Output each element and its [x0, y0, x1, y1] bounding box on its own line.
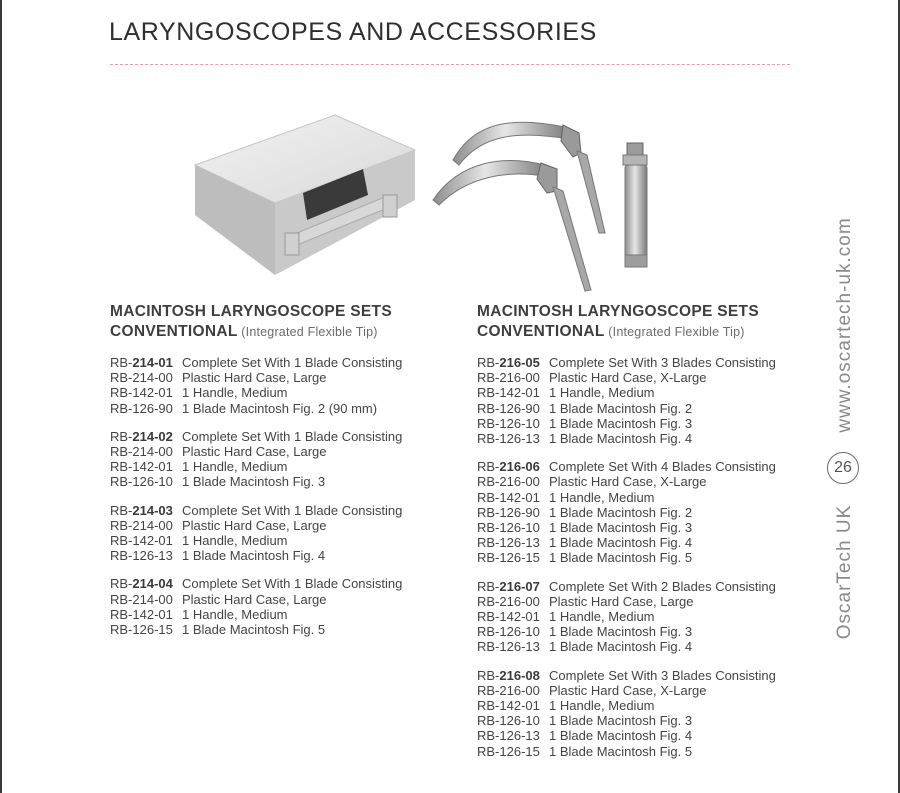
product-code: [110, 385, 182, 400]
product-code: [477, 744, 549, 759]
product-code: [477, 550, 549, 565]
section-heading: [477, 302, 837, 342]
code-prefix: RB-214-00: [110, 591, 173, 607]
product-description: 1 Blade Macintosh Fig. 2: [549, 400, 693, 416]
code-prefix: RB-126-90: [477, 400, 540, 416]
title-divider: [110, 64, 790, 65]
page-title: LARYNGOSCOPES AND ACCESSORIES: [109, 18, 597, 46]
code-prefix: RB-126-15: [477, 743, 540, 759]
code-prefix: RB-126-10: [477, 624, 540, 640]
code-prefix: RB-126-10: [477, 520, 540, 536]
set-item-row: [110, 533, 470, 548]
product-description: Complete Set With 3 Blades Consisting: [549, 355, 776, 370]
product-code: [477, 728, 549, 743]
right-column: [477, 302, 837, 772]
product-description: Plastic Hard Case, Large: [182, 444, 327, 460]
code-number: 214-04: [132, 576, 173, 592]
product-description: Plastic Hard Case, X-Large: [549, 474, 707, 490]
product-code: [477, 520, 549, 535]
product-description: 1 Handle, Medium: [549, 489, 655, 505]
product-code: [110, 401, 182, 416]
product-code: [110, 444, 182, 459]
heading-subtitle: (Integrated Flexible Tip): [237, 325, 378, 339]
heading-subtitle: (Integrated Flexible Tip): [604, 325, 745, 339]
product-code: [110, 592, 182, 607]
product-code: [477, 668, 549, 683]
heading-conventional: CONVENTIONAL: [110, 323, 238, 340]
set-item-row: [477, 744, 837, 759]
code-prefix: RB-214-00: [110, 444, 173, 460]
set-title-row: [110, 576, 470, 591]
brand-name: OscarTech UK: [834, 504, 855, 640]
code-prefix: RB-142-01: [477, 609, 540, 625]
set-title-row: [477, 579, 837, 594]
product-code: [477, 431, 549, 446]
set-item-row: [477, 713, 837, 728]
page-number: 26: [827, 452, 859, 484]
product-code: [110, 576, 182, 591]
code-prefix: RB-142-01: [477, 385, 540, 401]
product-description: Plastic Hard Case, Large: [182, 517, 327, 533]
product-description: Complete Set With 1 Blade Consisting: [182, 576, 403, 592]
set-item-row: [477, 370, 837, 385]
product-description: 1 Handle, Medium: [182, 606, 288, 622]
set-item-row: [110, 474, 470, 489]
code-prefix: RB-: [110, 428, 133, 444]
heading-conventional: CONVENTIONAL: [477, 323, 605, 340]
product-description: 1 Blade Macintosh Fig. 5: [549, 743, 693, 759]
code-prefix: RB-126-13: [477, 728, 540, 744]
code-prefix: RB-214-00: [110, 517, 173, 533]
set-item-row: [477, 728, 837, 743]
website-url: www.oscartech-uk.com: [834, 217, 855, 433]
product-description: Complete Set With 4 Blades Consisting: [549, 459, 776, 475]
set-item-row: [477, 505, 837, 520]
set-item-row: [110, 385, 470, 400]
product-description: 1 Blade Macintosh Fig. 5: [549, 550, 693, 566]
set-item-row: [477, 550, 837, 565]
product-code: [477, 385, 549, 400]
code-prefix: RB-126-10: [110, 474, 173, 490]
code-prefix: RB-142-01: [477, 489, 540, 505]
product-sets: [110, 355, 470, 637]
product-set: [477, 579, 837, 655]
code-prefix: RB-: [477, 355, 500, 370]
set-title-row: [477, 668, 837, 683]
product-description: 1 Blade Macintosh Fig. 2 (90 mm): [182, 400, 378, 416]
product-description: Complete Set With 1 Blade Consisting: [182, 428, 403, 444]
set-item-row: [477, 639, 837, 654]
product-set: [110, 429, 470, 490]
product-description: 1 Blade Macintosh Fig. 2: [549, 504, 693, 520]
set-item-row: [477, 474, 837, 489]
product-set: [477, 355, 837, 446]
code-prefix: RB-142-01: [477, 698, 540, 714]
code-number: 216-05: [499, 355, 540, 370]
product-code: [110, 459, 182, 474]
product-description: 1 Blade Macintosh Fig. 3: [182, 474, 326, 490]
product-code: [110, 607, 182, 622]
set-item-row: [477, 401, 837, 416]
set-title-row: [110, 355, 470, 370]
code-prefix: RB-: [110, 355, 133, 370]
code-prefix: RB-: [477, 459, 500, 475]
product-code: [110, 370, 182, 385]
product-description: 1 Blade Macintosh Fig. 4: [182, 548, 326, 564]
product-description: 1 Handle, Medium: [549, 698, 655, 714]
code-prefix: RB-216-00: [477, 370, 540, 386]
code-prefix: RB-126-13: [110, 548, 173, 564]
product-description: 1 Handle, Medium: [549, 385, 655, 401]
left-column: [110, 302, 470, 650]
code-prefix: RB-: [477, 578, 500, 594]
code-prefix: RB-126-15: [110, 622, 173, 638]
product-description: Plastic Hard Case, Large: [182, 370, 327, 386]
code-number: 216-06: [499, 459, 540, 475]
heading-line-2: [477, 322, 837, 342]
code-prefix: RB-126-13: [477, 535, 540, 551]
section-heading: [110, 302, 470, 342]
product-description: 1 Handle, Medium: [549, 609, 655, 625]
product-description: Complete Set With 1 Blade Consisting: [182, 502, 403, 518]
product-set: [110, 576, 470, 637]
code-prefix: RB-126-15: [477, 550, 540, 566]
product-code: [477, 459, 549, 474]
product-code: [477, 594, 549, 609]
laryngoscope-handle-icon: [623, 143, 647, 267]
set-item-row: [477, 416, 837, 431]
code-prefix: RB-126-10: [477, 415, 540, 431]
code-prefix: RB-126-13: [477, 639, 540, 655]
product-description: 1 Blade Macintosh Fig. 3: [549, 520, 693, 536]
product-code: [110, 429, 182, 444]
code-prefix: RB-216-00: [477, 593, 540, 609]
set-item-row: [110, 370, 470, 385]
code-prefix: RB-126-13: [477, 431, 540, 447]
code-prefix: RB-142-01: [110, 606, 173, 622]
product-description: 1 Blade Macintosh Fig. 5: [182, 622, 326, 638]
set-item-row: [477, 535, 837, 550]
code-prefix: RB-142-01: [110, 385, 173, 401]
product-description: 1 Blade Macintosh Fig. 3: [549, 624, 693, 640]
set-title-row: [477, 459, 837, 474]
product-description: Plastic Hard Case, X-Large: [549, 682, 707, 698]
product-description: 1 Handle, Medium: [182, 459, 288, 475]
product-description: 1 Blade Macintosh Fig. 4: [549, 431, 693, 447]
page-border-left: [0, 0, 2, 793]
product-code: [110, 474, 182, 489]
set-item-row: [110, 459, 470, 474]
product-code: [110, 548, 182, 563]
product-description: Plastic Hard Case, X-Large: [549, 370, 707, 386]
code-number: 214-03: [132, 502, 173, 518]
product-set: [110, 355, 470, 416]
set-item-row: [477, 594, 837, 609]
set-item-row: [477, 698, 837, 713]
code-number: 214-02: [132, 428, 173, 444]
set-item-row: [110, 444, 470, 459]
heading-line-2: [110, 322, 470, 342]
code-number: 216-07: [499, 578, 540, 594]
code-number: 214-01: [132, 355, 173, 370]
product-code: [477, 579, 549, 594]
code-prefix: RB-142-01: [110, 533, 173, 549]
set-title-row: [110, 503, 470, 518]
code-prefix: RB-214-00: [110, 370, 173, 386]
product-description: Complete Set With 3 Blades Consisting: [549, 667, 776, 683]
code-number: 216-08: [499, 667, 540, 683]
product-code: [477, 490, 549, 505]
product-description: 1 Blade Macintosh Fig. 4: [549, 639, 693, 655]
set-title-row: [110, 429, 470, 444]
product-description: 1 Blade Macintosh Fig. 4: [549, 535, 693, 551]
code-prefix: RB-126-90: [477, 504, 540, 520]
carry-case-icon: [195, 115, 415, 275]
heading-line-1: MACINTOSH LARYNGOSCOPE SETS: [477, 303, 759, 320]
code-prefix: RB-126-10: [477, 713, 540, 729]
product-description: 1 Blade Macintosh Fig. 4: [549, 728, 693, 744]
product-code: [477, 609, 549, 624]
product-code: [477, 370, 549, 385]
heading-line-1: MACINTOSH LARYNGOSCOPE SETS: [110, 303, 392, 320]
code-prefix: RB-: [110, 576, 133, 592]
product-code: [477, 639, 549, 654]
product-code: [110, 355, 182, 370]
set-item-row: [110, 518, 470, 533]
product-code: [477, 535, 549, 550]
product-code: [477, 401, 549, 416]
product-code: [477, 474, 549, 489]
product-set: [477, 668, 837, 759]
product-description: Plastic Hard Case, Large: [549, 593, 694, 609]
product-description: Complete Set With 1 Blade Consisting: [182, 355, 403, 370]
set-item-row: [477, 490, 837, 505]
set-item-row: [477, 683, 837, 698]
product-description: Plastic Hard Case, Large: [182, 591, 327, 607]
product-code: [477, 355, 549, 370]
product-code: [477, 683, 549, 698]
set-item-row: [110, 607, 470, 622]
code-prefix: RB-: [110, 502, 133, 518]
product-description: 1 Blade Macintosh Fig. 3: [549, 713, 693, 729]
code-prefix: RB-142-01: [110, 459, 173, 475]
product-sets: [477, 355, 837, 759]
product-description: 1 Handle, Medium: [182, 385, 288, 401]
set-item-row: [477, 609, 837, 624]
set-item-row: [477, 520, 837, 535]
product-code: [110, 622, 182, 637]
product-code: [477, 505, 549, 520]
set-item-row: [477, 624, 837, 639]
product-description: 1 Handle, Medium: [182, 533, 288, 549]
laryngoscope-blade-icon: [433, 161, 591, 291]
set-title-row: [477, 355, 837, 370]
set-item-row: [110, 592, 470, 607]
code-prefix: RB-216-00: [477, 682, 540, 698]
product-code: [110, 503, 182, 518]
product-code: [477, 624, 549, 639]
product-set: [110, 503, 470, 564]
code-prefix: RB-126-90: [110, 400, 173, 416]
product-code: [110, 518, 182, 533]
product-code: [477, 713, 549, 728]
product-set: [477, 459, 837, 565]
product-code: [477, 416, 549, 431]
product-photo: [185, 105, 685, 295]
set-item-row: [477, 385, 837, 400]
set-item-row: [110, 548, 470, 563]
set-item-row: [110, 622, 470, 637]
code-prefix: RB-216-00: [477, 474, 540, 490]
product-code: [110, 533, 182, 548]
product-description: Complete Set With 2 Blades Consisting: [549, 578, 776, 594]
set-item-row: [110, 401, 470, 416]
product-description: 1 Blade Macintosh Fig. 3: [549, 415, 693, 431]
set-item-row: [477, 431, 837, 446]
product-code: [477, 698, 549, 713]
code-prefix: RB-: [477, 667, 500, 683]
